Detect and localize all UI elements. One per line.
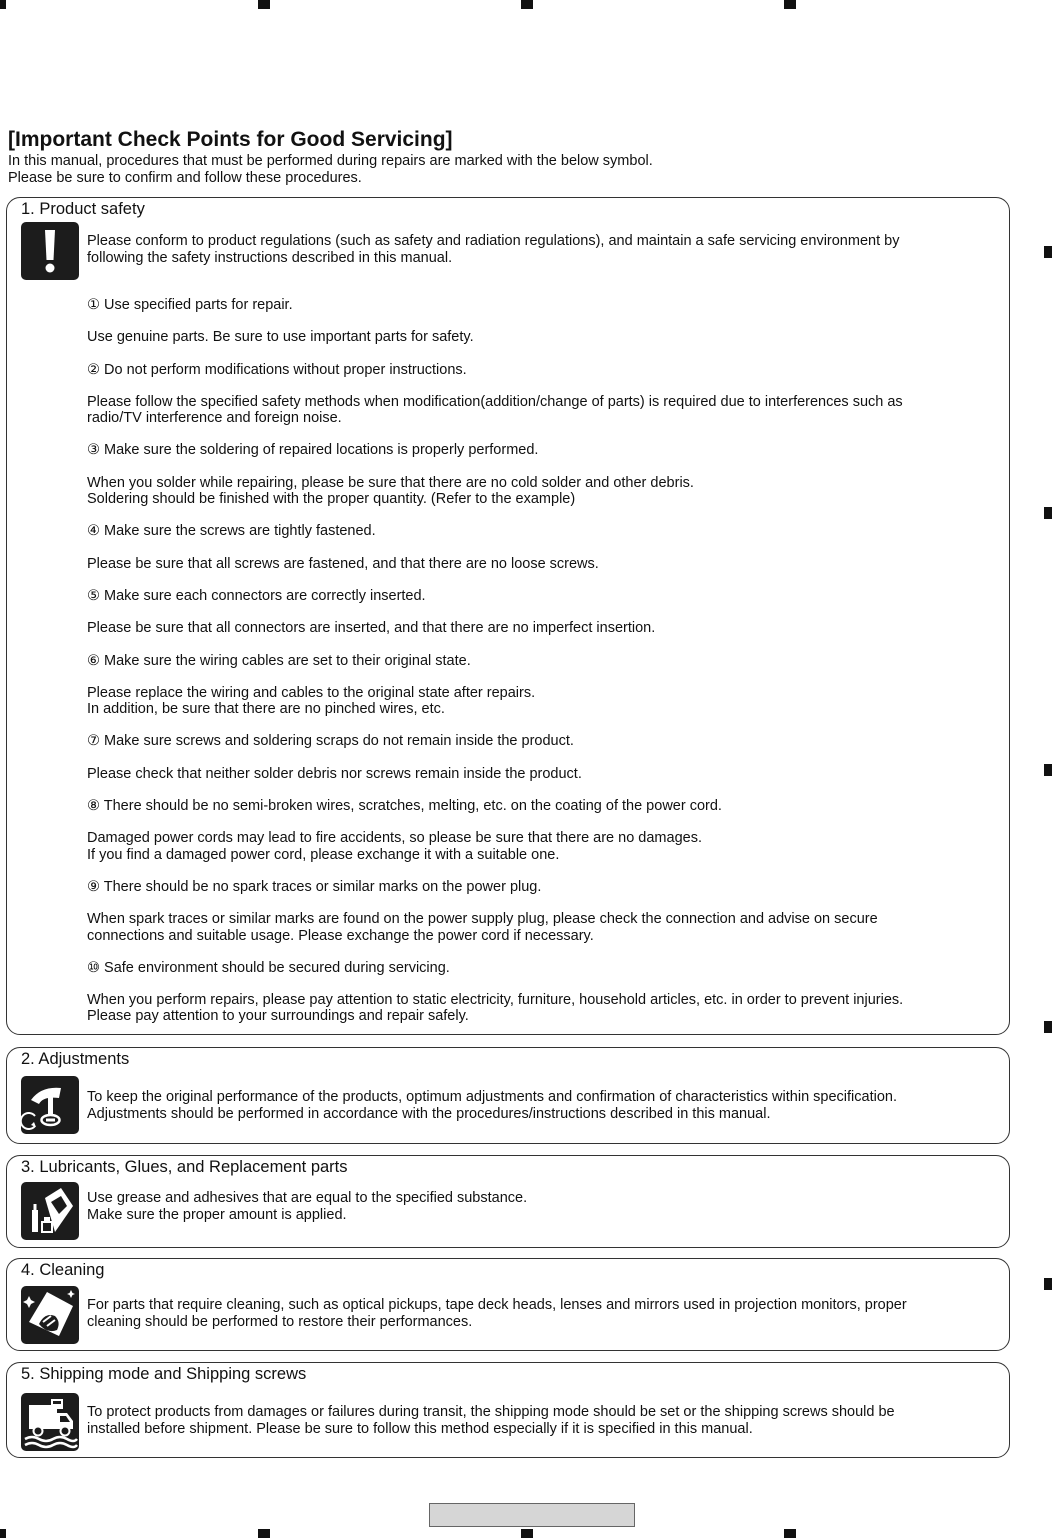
section-lubricants bbox=[6, 1155, 1010, 1248]
section-body bbox=[87, 1190, 995, 1224]
list-item bbox=[87, 297, 995, 346]
cleaning-cloth-icon bbox=[21, 1286, 79, 1344]
registration-mark bbox=[1044, 1021, 1052, 1033]
registration-mark bbox=[0, 1529, 6, 1538]
item-heading: ③ Make sure the soldering of repaired locations is properly performed. bbox=[87, 442, 539, 459]
adjustment-screwdriver-icon bbox=[21, 1076, 79, 1134]
list-item bbox=[87, 362, 995, 427]
section-title: 3. Lubricants, Glues, and Replacement parts bbox=[21, 1158, 348, 1176]
item-heading: ⑥ Make sure the wiring cables are set to their original state. bbox=[87, 652, 471, 669]
registration-mark bbox=[1044, 507, 1052, 519]
list-item bbox=[87, 960, 995, 1025]
section-body bbox=[87, 1089, 995, 1123]
registration-mark bbox=[521, 1529, 533, 1538]
body-line: Adjustments should be performed in accordance with the procedures/instructions described in this manual. bbox=[87, 1106, 771, 1122]
registration-mark bbox=[784, 1529, 796, 1538]
item-heading: ⑤ Make sure each connectors are correctly inserted. bbox=[87, 587, 426, 604]
list-item bbox=[87, 653, 995, 718]
item-description: Please be sure that all screws are fastened, and that there are no loose screws. bbox=[87, 555, 599, 572]
intro-text bbox=[8, 153, 653, 187]
section-body bbox=[87, 233, 995, 267]
shipping-truck-icon bbox=[21, 1393, 79, 1451]
body-line: following the safety instructions described in this manual. bbox=[87, 250, 453, 266]
item-description: Please be sure that all connectors are inserted, and that there are no imperfect insertion. bbox=[87, 620, 656, 637]
registration-mark bbox=[1044, 764, 1052, 776]
list-item bbox=[87, 442, 995, 507]
section-body bbox=[87, 1404, 995, 1438]
body-line: Make sure the proper amount is applied. bbox=[87, 1207, 347, 1223]
exclamation-icon bbox=[21, 222, 79, 280]
item-heading: ⑧ There should be no semi-broken wires, scratches, melting, etc. on the coating of the power cord. bbox=[87, 798, 722, 815]
page-title: [Important Check Points for Good Servicing] bbox=[8, 128, 453, 151]
item-heading: ① Use specified parts for repair. bbox=[87, 297, 293, 313]
list-item bbox=[87, 588, 995, 637]
section-adjustments bbox=[6, 1047, 1010, 1144]
section-title: 1. Product safety bbox=[21, 200, 145, 218]
body-line: cleaning should be performed to restore their performances. bbox=[87, 1314, 473, 1330]
body-line: Please conform to product regulations (such as safety and radiation regulations), and maintain a safe servicing environment by bbox=[87, 233, 900, 249]
item-heading: ⑨ There should be no spark traces or similar marks on the power plug. bbox=[87, 878, 542, 895]
body-line: For parts that require cleaning, such as optical pickups, tape deck heads, lenses and mirrors used in projection monitors, proper bbox=[87, 1297, 907, 1313]
body-line: To keep the original performance of the products, optimum adjustments and confirmation of characteristics within specification. bbox=[87, 1089, 897, 1105]
intro-line: In this manual, procedures that must be performed during repairs are marked with the below symbol. bbox=[8, 153, 653, 169]
section-title: 2. Adjustments bbox=[21, 1050, 130, 1068]
body-line: Use grease and adhesives that are equal to the specified substance. bbox=[87, 1190, 528, 1206]
registration-mark bbox=[258, 1529, 270, 1538]
body-line: To protect products from damages or failures during transit, the shipping mode should be set or the shipping screws should be bbox=[87, 1404, 895, 1420]
list-item bbox=[87, 523, 995, 572]
list-item bbox=[87, 733, 995, 782]
section-title: 4. Cleaning bbox=[21, 1261, 105, 1279]
item-description: Damaged power cords may lead to fire accidents, so please be sure that there are no damages. If you find a damaged power cord, please exchange it with a suitable one. bbox=[87, 830, 702, 863]
item-description: Please replace the wiring and cables to the original state after repairs. In addition, be sure that there are no pinched wires, etc. bbox=[87, 684, 536, 718]
item-heading: ⑦ Make sure screws and soldering scraps do not remain inside the product. bbox=[87, 733, 574, 750]
section-shipping bbox=[6, 1362, 1010, 1458]
section-cleaning bbox=[6, 1258, 1010, 1351]
item-description: When you solder while repairing, please be sure that there are no cold solder and other debris. Soldering should be finished with the proper quantity. (Refer to the example) bbox=[87, 474, 694, 508]
registration-mark bbox=[521, 0, 533, 9]
registration-mark bbox=[258, 0, 270, 9]
item-description: Please check that neither solder debris nor screws remain inside the product. bbox=[87, 765, 582, 782]
item-heading: ④ Make sure the screws are tightly fastened. bbox=[87, 523, 376, 540]
list-item bbox=[87, 879, 995, 944]
grease-adhesive-icon bbox=[21, 1182, 79, 1240]
item-description: When you perform repairs, please pay attention to static electricity, furniture, household articles, etc. in order to prevent injuries. Please pay attention to your surroundings and repair safely. bbox=[87, 992, 904, 1025]
item-description: Use genuine parts. Be sure to use important parts for safety. bbox=[87, 329, 474, 346]
section-title: 5. Shipping mode and Shipping screws bbox=[21, 1365, 307, 1383]
item-description: When spark traces or similar marks are found on the power supply plug, please check the connection and advise on secure connections and suitable usage. Please exchange the power cord if necessary. bbox=[87, 911, 878, 944]
intro-line: Please be sure to confirm and follow these procedures. bbox=[8, 170, 362, 186]
list-item bbox=[87, 798, 995, 863]
body-line: installed before shipment. Please be sure to follow this method especially if it is specified in this manual. bbox=[87, 1421, 753, 1437]
checkpoint-list bbox=[87, 297, 995, 1025]
section-product-safety bbox=[6, 197, 1010, 1035]
item-heading: ⑩ Safe environment should be secured during servicing. bbox=[87, 959, 450, 976]
page-footer-box bbox=[429, 1503, 635, 1527]
registration-mark bbox=[1044, 246, 1052, 258]
registration-mark bbox=[0, 0, 6, 9]
item-heading: ② Do not perform modifications without proper instructions. bbox=[87, 361, 467, 378]
registration-mark bbox=[1044, 1278, 1052, 1290]
section-body bbox=[87, 1297, 995, 1331]
item-description: Please follow the specified safety methods when modification(addition/change of parts) is required due to interferences such as radio/TV interference and foreign noise. bbox=[87, 393, 903, 427]
registration-mark bbox=[784, 0, 796, 9]
